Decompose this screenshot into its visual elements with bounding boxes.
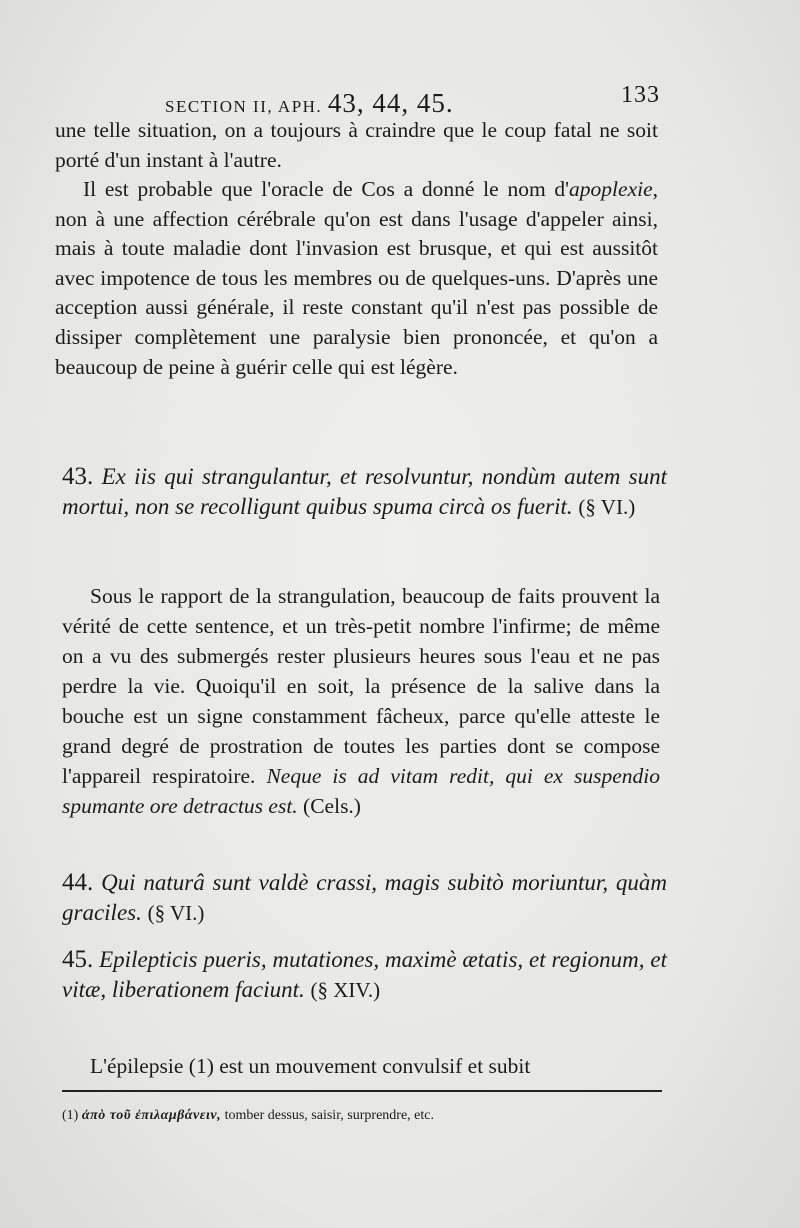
paragraph-strangulation — [62, 581, 660, 821]
p3-body: Sous le rapport de la strangulation, beaucoup de faits prouvent la vérité de cette sentence, et un très-petit nombre l'infirme; de même on a vu des submergés rester plusieurs heures sous l'eau et ne pas perdre la vie. Quoiqu'il en soit, la présence de la salive dans la bouche est un signe constamment fâcheux, parce qu'elle atteste le grand degré de prostration de toutes les parties dont se compose l'appareil respiratoire. — [62, 584, 660, 788]
aphorism-reference: (§ VI.) — [147, 901, 205, 925]
paragraph-apoplexie — [55, 175, 658, 382]
footnote-marker: (1) — [62, 1108, 79, 1123]
running-title — [165, 88, 454, 119]
aphorism-text: Qui naturâ sunt valdè crassi, magis subitò moriuntur, quàm graciles. — [62, 870, 667, 925]
paragraph-epilepsie: L'épilepsie (1) est un mouvement convulsif et subit — [90, 1054, 531, 1078]
footnote-divider — [62, 1090, 662, 1092]
aphorism-text: Ex iis qui strangulantur, et resolvuntur, nondùm autem sunt mortui, non se recolligunt quibus spuma circà os fuerit. — [62, 464, 668, 519]
aphorism-number: 45. — [62, 946, 94, 973]
paragraph-continuation: une telle situation, on a toujours à craindre que le coup fatal ne soit porté d'un instant à l'autre. — [55, 118, 658, 172]
aphorism-reference: (§ XIV.) — [310, 978, 381, 1002]
celsus-quote: Neque is ad vitam redit, qui ex suspendio spumante ore detractus est. — [62, 764, 661, 818]
aphorism-number: 43. — [62, 463, 94, 490]
apoplexie-term: apoplexie — [569, 177, 653, 201]
aphorism-44 — [62, 868, 667, 928]
footnote-translation: tomber dessus, saisir, surprendre, etc. — [224, 1108, 434, 1123]
footnote-greek: ἀπὸ τοῦ ἐπιλαμβάνειν, — [81, 1108, 222, 1123]
footnote — [62, 1106, 662, 1126]
p2-lead: Il est probable que l'oracle de Cos a donné le nom d' — [83, 177, 570, 201]
celsus-citation: (Cels.) — [303, 794, 361, 818]
aphorism-43 — [62, 462, 667, 522]
page-number: 133 — [621, 82, 660, 108]
p2-rest: , non à une affection cérébrale qu'on est dans l'usage d'appeler ainsi, mais à toute maladie dont l'invasion est brusque, et qui est aussitôt avec impotence de tous les membres ou de quelques-uns. D'après une acception aussi générale, il reste constant qu'il n'est pas possible de dissiper complètement une paralysie bien prononcée, et qu'on a beaucoup de peine à guérir celle qui est légère. — [55, 177, 658, 379]
aphorism-number: 44. — [62, 869, 94, 896]
section-label: SECTION II, APH. — [165, 97, 323, 116]
aphorism-range: 43, 44, 45. — [327, 88, 454, 118]
aphorism-reference: (§ VI.) — [578, 495, 636, 519]
aphorism-text: Epilepticis pueris, mutationes, maximè ætatis, et regionum, et vitæ, liberationem faciunt. — [62, 947, 667, 1002]
aphorism-45 — [62, 945, 667, 1005]
running-header — [165, 82, 660, 116]
